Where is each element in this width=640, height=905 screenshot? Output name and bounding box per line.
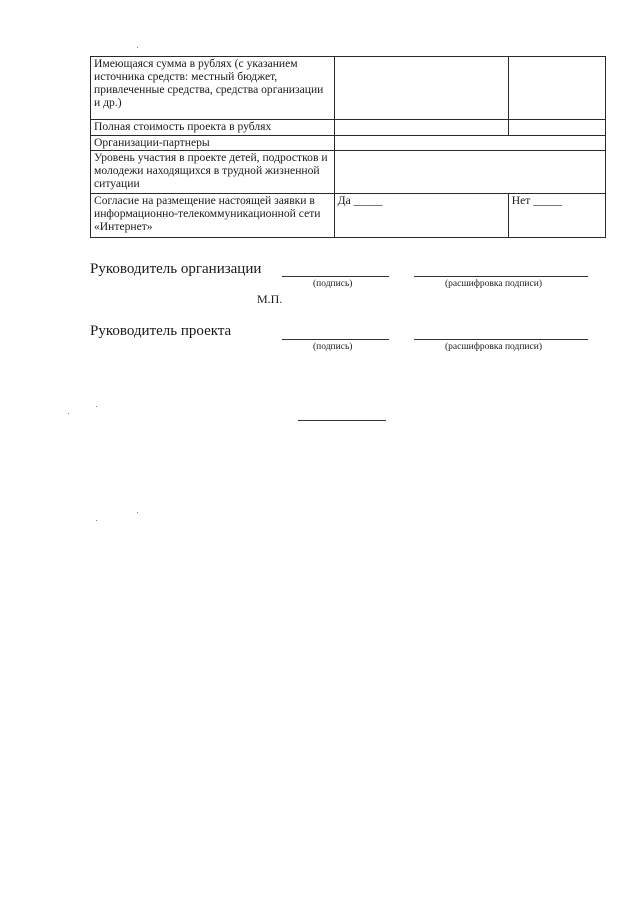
row-label-total-cost: Полная стоимость проекта в рублях — [91, 120, 335, 136]
table-row — [91, 136, 606, 151]
scan-speck — [68, 413, 69, 414]
cell-partners-value — [334, 136, 605, 151]
cell-total-cost-extra — [508, 120, 605, 136]
table-row — [91, 151, 606, 194]
project-head-decode-line — [414, 339, 588, 340]
stamp-placeholder: М.П. — [257, 292, 283, 306]
org-head-label: Руководитель организации — [90, 261, 262, 277]
scan-speck — [96, 520, 97, 521]
cell-participation-value — [334, 151, 605, 194]
project-head-caption-decode: (расшифровка подписи) — [445, 342, 542, 352]
project-head-label: Руководитель проекта — [90, 323, 232, 339]
cell-consent-no: Нет _____ — [508, 194, 605, 238]
row-label-internet-consent: Согласие на размещение настоящей заявки в информационно-телекоммуникационной сети «Интернет» — [91, 194, 335, 238]
row-label-participation-level: Уровень участия в проекте детей, подростков и молодежи находящихся в трудной жизненной ситуации — [91, 151, 335, 194]
org-head-caption-decode: (расшифровка подписи) — [445, 279, 542, 289]
table-row — [91, 57, 606, 120]
org-head-signature-line — [282, 276, 389, 277]
cell-available-sum-extra — [508, 57, 605, 120]
scan-speck — [137, 512, 138, 513]
project-head-signature-line — [282, 339, 389, 340]
project-head-caption-sign: (подпись) — [313, 342, 353, 352]
cell-consent-yes: Да _____ — [334, 194, 508, 238]
org-head-decode-line — [414, 276, 588, 277]
row-label-available-sum: Имеющаяся сумма в рублях (с указанием источника средств: местный бюджет, привлеченные средства, средства организации и др.) — [91, 57, 335, 120]
cell-available-sum-value — [334, 57, 508, 120]
org-head-caption-sign: (подпись) — [313, 279, 353, 289]
scan-speck — [96, 406, 97, 407]
table-row — [91, 194, 606, 238]
scan-speck — [137, 47, 138, 48]
table-row — [91, 120, 606, 136]
closing-separator-line — [298, 420, 386, 421]
row-label-partners: Организации-партнеры — [91, 136, 335, 151]
project-info-table — [90, 56, 606, 238]
cell-total-cost-value — [334, 120, 508, 136]
